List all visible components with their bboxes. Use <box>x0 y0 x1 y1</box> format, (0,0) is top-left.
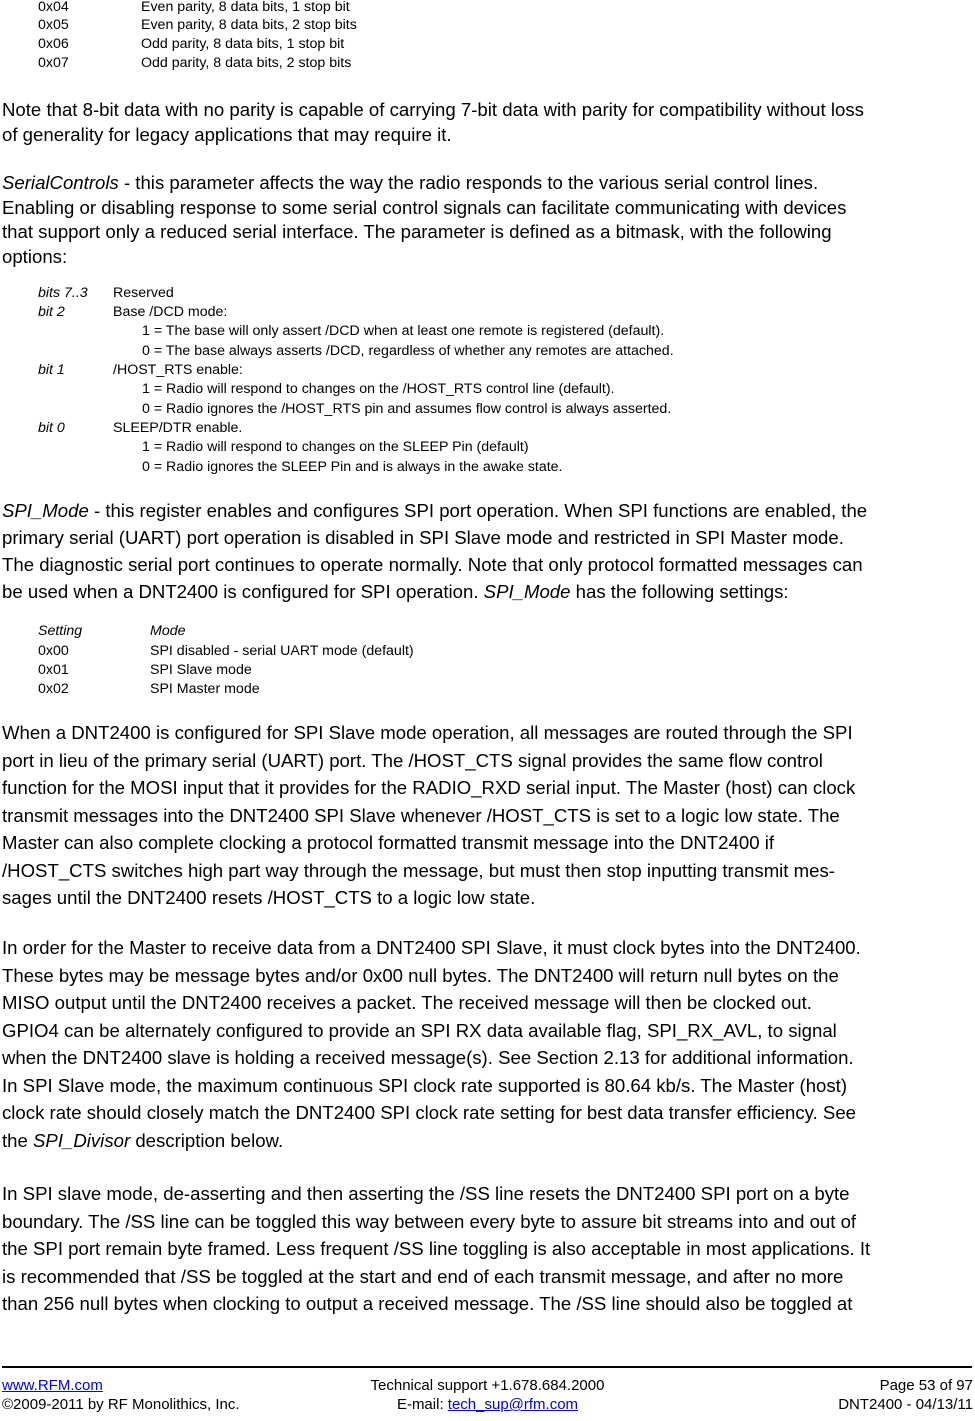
footer-support: Technical support +1.678.684.2000 <box>370 1377 605 1394</box>
parity-code: 0x05 <box>38 17 69 33</box>
text-line: that support only a reduced serial interface. The parameter is defined as a bitmask, with the following <box>2 221 832 242</box>
text-line <box>2 497 970 524</box>
text-line <box>2 171 970 196</box>
text-fragment: - this register enables and configures SPI port operation. When SPI functions are enabled, the <box>88 500 868 521</box>
text-line: boundary. The /SS line can be toggled this way between every byte to assure bit streams into and out of <box>2 1210 857 1232</box>
serial-controls-paragraph <box>2 171 970 269</box>
text-line: In SPI slave mode, de-asserting and then asserting the /SS line resets the DNT2400 SPI port on a byte <box>2 1183 850 1204</box>
bit-title: Base /DCD mode: <box>113 304 228 320</box>
text-fragment: - this parameter affects the way the radio responds to the various serial control lines. <box>118 172 819 193</box>
parity-code: 0x06 <box>38 36 69 52</box>
footer-page-number: Page 53 of 97 <box>879 1377 973 1394</box>
website-link[interactable]: www.RFM.com <box>2 1377 103 1394</box>
table-cell-mode: SPI Master mode <box>150 681 260 697</box>
serial-controls-term: SerialControls <box>2 172 119 193</box>
table-cell-setting: 0x01 <box>38 662 69 678</box>
bit-label: bit 1 <box>38 362 65 378</box>
text-line: port in lieu of the primary serial (UART) port. The /HOST_CTS signal provides the same flow control <box>2 749 823 771</box>
bit-option: 0 = Radio ignores the SLEEP Pin and is always in the awake state. <box>142 459 563 475</box>
text-fragment: the <box>2 1129 34 1151</box>
text-line: GPIO4 can be alternately configured to provide an SPI RX data available flag, SPI_RX_AVL, to signal <box>2 1019 837 1041</box>
bit-option: 0 = Radio ignores the /HOST_RTS pin and assumes flow control is always asserted. <box>142 401 672 417</box>
text-fragment: description below. <box>130 1129 284 1151</box>
text-line: In order for the Master to receive data from a DNT2400 SPI Slave, it must clock bytes into the DNT2400. <box>2 937 861 958</box>
text-line: options: <box>2 245 68 267</box>
table-cell-setting: 0x02 <box>38 681 69 697</box>
spi-mode-paragraph <box>2 497 970 605</box>
bit-title: Reserved <box>113 285 174 301</box>
text-line: Enabling or disabling response to some serial control signals can facilitate communicating with devices <box>2 196 847 218</box>
footer-email <box>0 1395 975 1414</box>
bit-option: 1 = Radio will respond to changes on the /HOST_RTS control line (default). <box>142 381 615 397</box>
text-line: is recommended that /SS be toggled at the start and end of each transmit message, and after no more <box>2 1265 844 1287</box>
bitmask-list <box>0 284 975 476</box>
text-line: the SPI port remain byte framed. Less frequent /SS line toggling is also acceptable in most applications. It <box>2 1238 871 1259</box>
ss-line-paragraph <box>2 1180 970 1318</box>
bit-label: bits 7..3 <box>38 285 88 301</box>
parity-desc: Odd parity, 8 data bits, 2 stop bits <box>141 55 352 71</box>
text-line: These bytes may be message bytes and/or 0x00 null bytes. The DNT2400 will return null bytes on the <box>2 964 839 986</box>
bit-option: 1 = Radio will respond to changes on the SLEEP Pin (default) <box>142 439 529 455</box>
text-line: /HOST_CTS switches high part way through the message, but must then stop inputting transmit mes- <box>2 859 835 881</box>
spi-master-paragraph <box>2 934 970 1154</box>
bit-option: 1 = The base will only assert /DCD when at least one remote is registered (default). <box>142 323 665 339</box>
text-fragment: has the following settings: <box>570 581 789 602</box>
text-line: MISO output until the DNT2400 receives a packet. The received message will then be clocked out. <box>2 992 812 1013</box>
bit-label: bit 2 <box>38 304 65 320</box>
spi-slave-paragraph <box>2 719 970 912</box>
footer-email-label: E-mail: <box>396 1396 448 1413</box>
parity-code: 0x04 <box>38 0 69 15</box>
text-line <box>2 1127 970 1155</box>
text-line: than 256 null bytes when clocking to output a received message. The /SS line should also be toggled at <box>2 1293 853 1314</box>
text-line: primary serial (UART) port operation is disabled in SPI Slave mode and restricted in SPI Master mode. <box>2 527 844 548</box>
text-line: sages until the DNT2400 resets /HOST_CTS to a logic low state. <box>2 887 536 908</box>
text-line: In SPI Slave mode, the maximum continuous SPI clock rate supported is 80.64 kb/s. The Master (host) <box>2 1074 848 1096</box>
footer-doc-id: DNT2400 - 04/13/11 <box>838 1396 973 1413</box>
text-line: of generality for legacy applications that may require it. <box>2 123 452 145</box>
text-fragment: be used when a DNT2400 is configured for SPI operation. <box>2 581 484 602</box>
spi-mode-table <box>0 622 975 700</box>
text-line: The diagnostic serial port continues to operate normally. Note that only protocol formatted messages can <box>2 554 863 575</box>
footer-copyright: ©2009-2011 by RF Monolithics, Inc. <box>2 1396 240 1413</box>
text-line: clock rate should closely match the DNT2400 SPI clock rate setting for best data transfer efficiency. See <box>2 1102 857 1123</box>
parity-list <box>0 0 975 76</box>
footer-divider <box>2 1366 972 1368</box>
spi-divisor-term: SPI_Divisor <box>33 1129 131 1151</box>
bit-option: 0 = The base always asserts /DCD, regardless of whether any remotes are attached. <box>142 343 674 359</box>
note-paragraph <box>2 98 970 147</box>
text-line: transmit messages into the DNT2400 SPI Slave whenever /HOST_CTS is set to a logic low state. The <box>2 804 840 826</box>
text-line: function for the MOSI input that it provides for the RADIO_RXD serial input. The Master (host) can clock <box>2 777 856 798</box>
table-cell-setting: 0x00 <box>38 643 69 659</box>
text-line: Note that 8-bit data with no parity is capable of carrying 7-bit data with parity for compatibility without loss <box>2 99 864 120</box>
text-line <box>2 578 970 605</box>
text-line: When a DNT2400 is configured for SPI Slave mode operation, all messages are routed through the SPI <box>2 722 853 743</box>
table-cell-mode: SPI disabled - serial UART mode (default) <box>150 643 414 659</box>
footer <box>0 1376 975 1418</box>
spi-mode-term: SPI_Mode <box>483 581 571 602</box>
spi-mode-term: SPI_Mode <box>2 500 89 521</box>
table-cell-mode: SPI Slave mode <box>150 662 252 678</box>
table-header-mode: Mode <box>150 623 186 639</box>
bit-label: bit 0 <box>38 420 65 436</box>
bit-title: /HOST_RTS enable: <box>113 362 243 378</box>
parity-desc: Even parity, 8 data bits, 2 stop bits <box>141 17 357 33</box>
bit-title: SLEEP/DTR enable. <box>113 420 243 436</box>
parity-code: 0x07 <box>38 55 69 71</box>
parity-desc: Odd parity, 8 data bits, 1 stop bit <box>141 36 345 52</box>
table-header-setting: Setting <box>38 623 83 639</box>
parity-desc: Even parity, 8 data bits, 1 stop bit <box>141 0 350 15</box>
text-line: Master can also complete clocking a protocol formatted transmit message into the DNT2400 if <box>2 832 774 853</box>
text-line: when the DNT2400 slave is holding a received message(s). See Section 2.13 for additional information. <box>2 1047 854 1068</box>
email-link[interactable]: tech_sup@rfm.com <box>447 1396 579 1413</box>
